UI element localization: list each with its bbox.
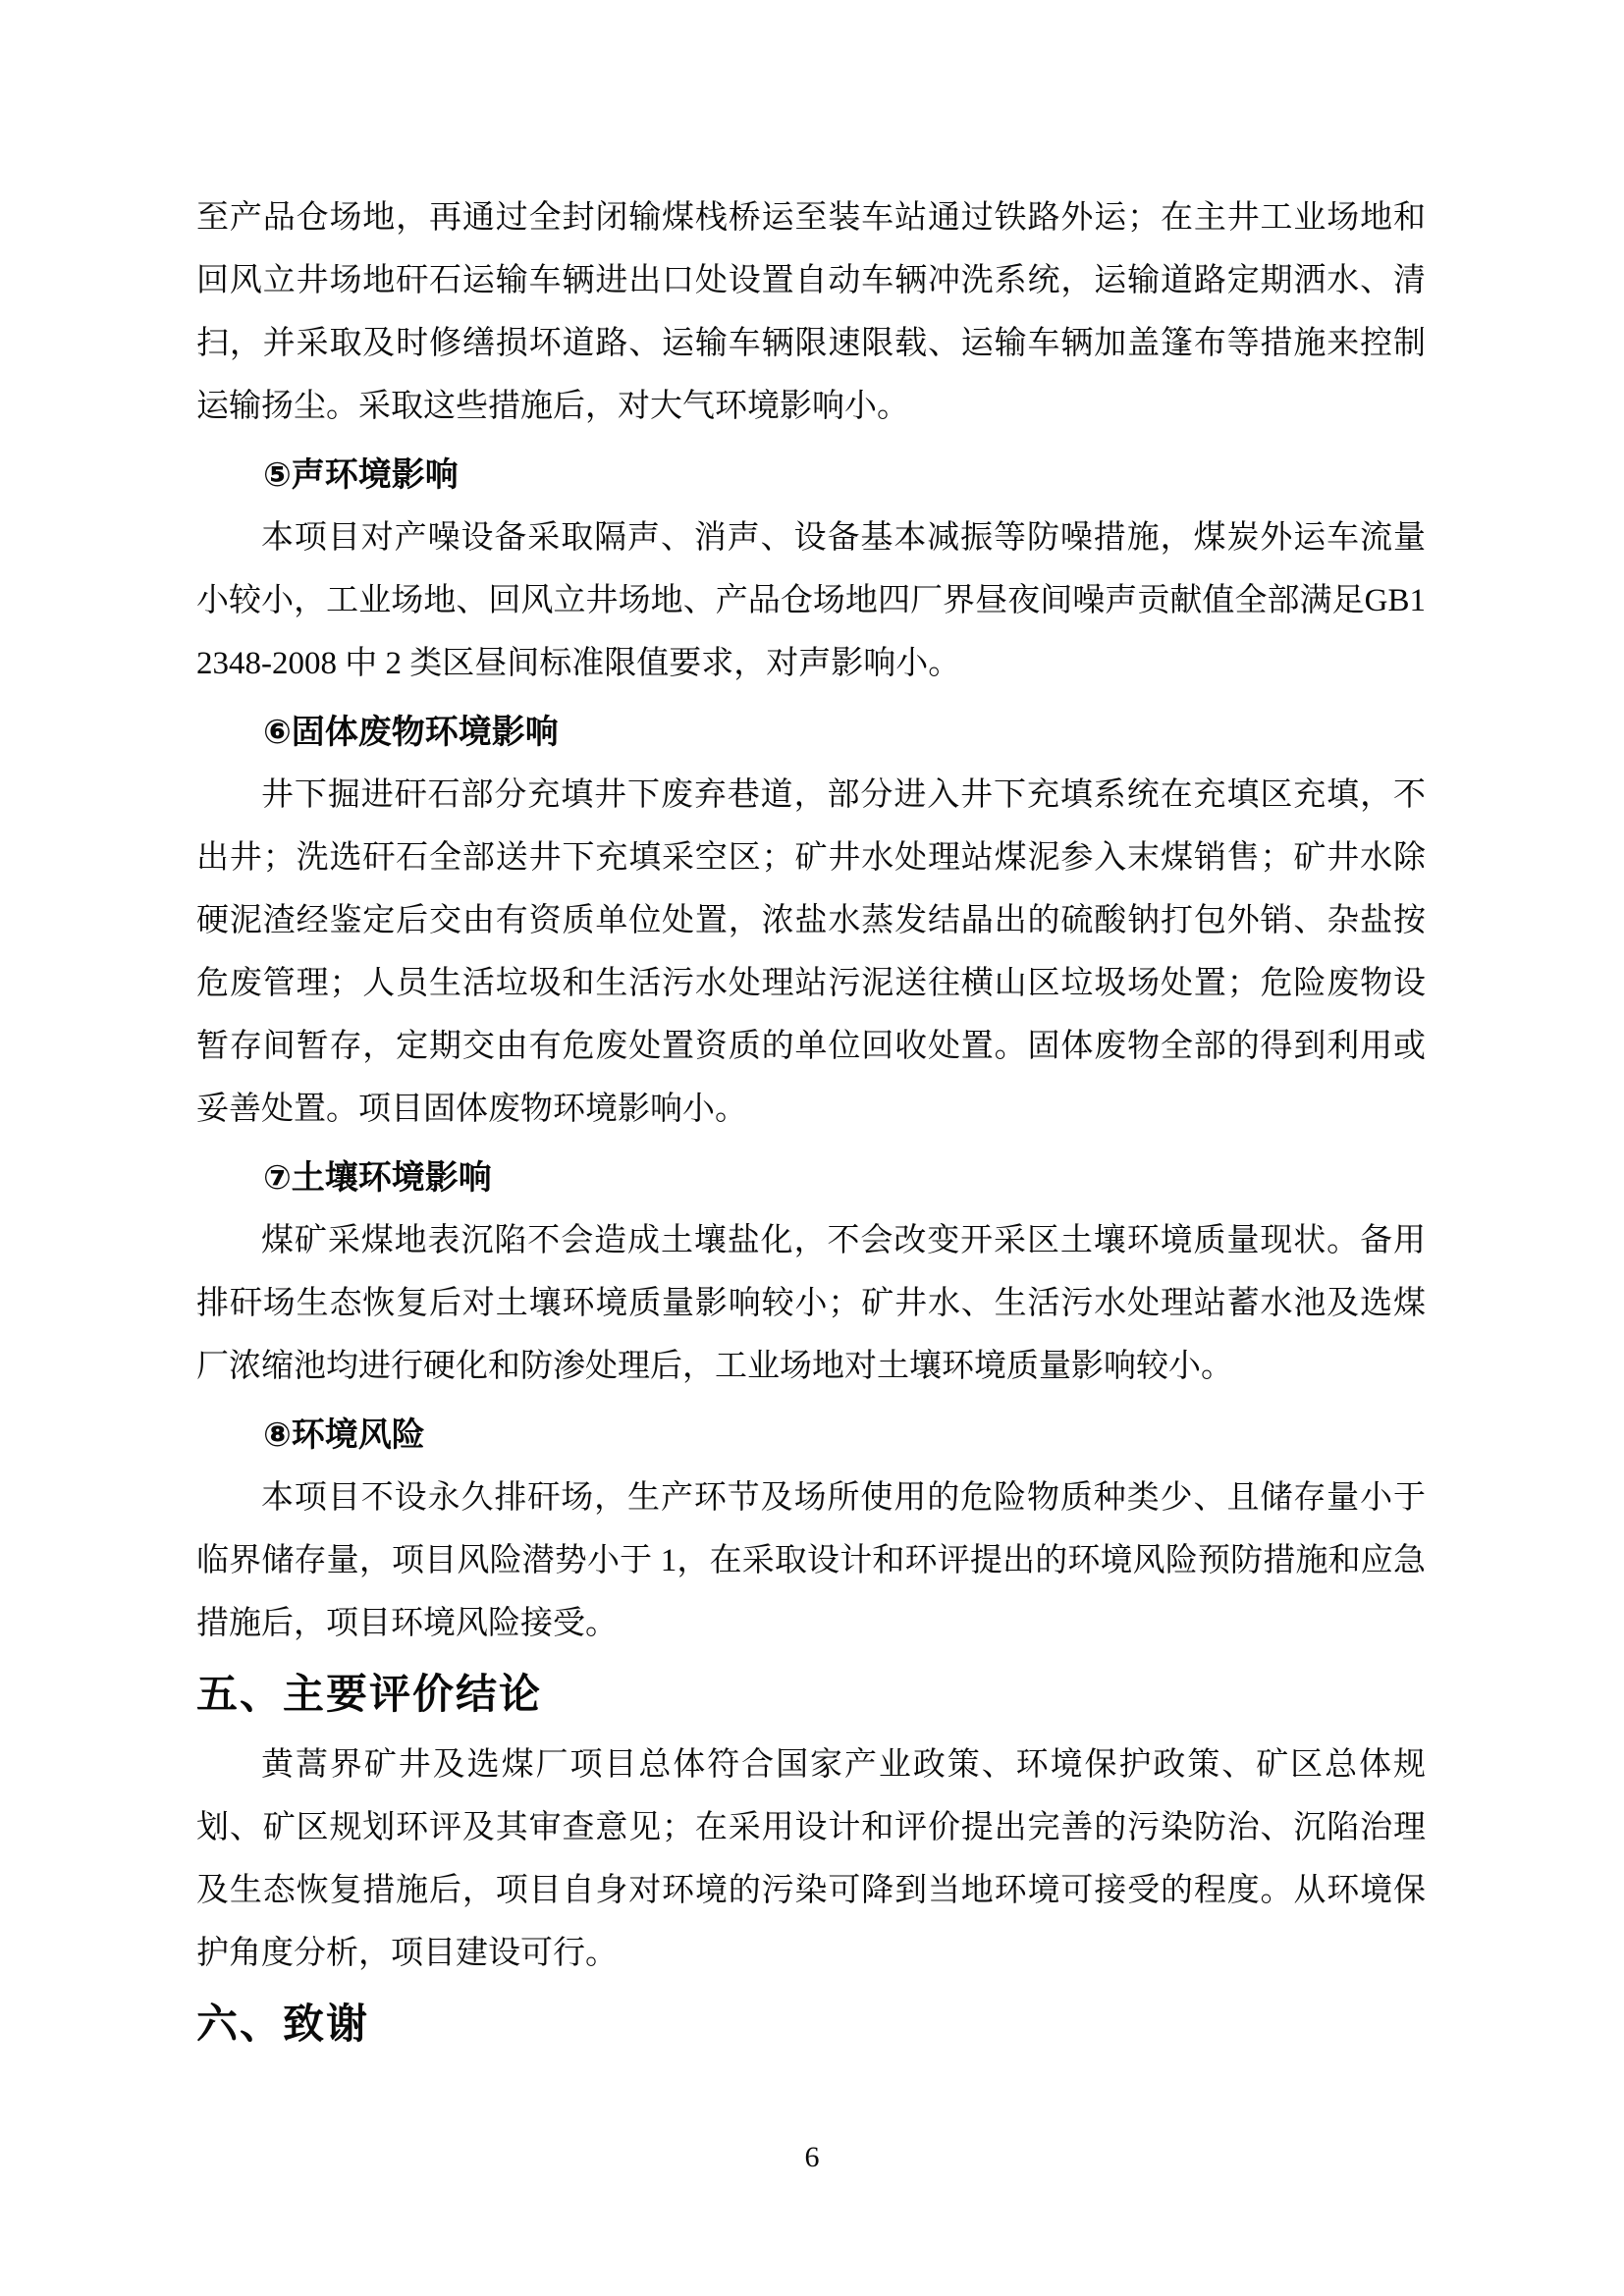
paragraph-solid-waste-impact: 井下掘进矸石部分充填井下废弃巷道，部分进入井下充填系统在充填区充填，不出井；洗选矸石全部送井下充填采空区；矿井水处理站煤泥参入末煤销售；矿井水除硬泥渣经鉴定后交由有资质单位处置，浓盐水蒸发结晶出的硫酸钠打包外销、杂盐按危废管理；人员生活垃圾和生活污水处理站污泥送往横山区垃圾场处置；危险废物设暂存间暂存，定期交由有危废处置资质的单位回收处置。固体废物全部的得到利用或妥善处置。项目固体废物环境影响小。 xyxy=(196,777,1426,1127)
paragraph-soil-environment-impact: 煤矿采煤地表沉陷不会造成土壤盐化，不会改变开采区土壤环境质量现状。备用排矸场生态恢复后对土壤环境质量影响较小；矿井水、生活污水处理站蓄水池及选煤厂浓缩池均进行硬化和防渗处理后，工业场地对土壤环境质量影响较小。 xyxy=(196,1223,1426,1384)
page-number: 6 xyxy=(804,2141,820,2173)
paragraph-noise-environment-impact: 本项目对产噪设备采取隔声、消声、设备基本减振等防噪措施，煤炭外运车流量小较小，工业场地、回风立井场地、产品仓场地四厂界昼夜间噪声贡献值全部满足GB12348-2008 中 2 类区昼间标准限值要求，对声影响小。 xyxy=(196,520,1426,681)
paragraph-dust-control-continuation: 至产品仓场地，再通过全封闭输煤栈桥运至装车站通过铁路外运；在主井工业场地和回风立井场地矸石运输车辆进出口处设置自动车辆冲洗系统，运输道路定期洒水、清扫，并采取及时修缮损坏道路、运输车辆限速限载、运输车辆加盖篷布等措施来控制运输扬尘。采取这些措施后，对大气环境影响小。 xyxy=(196,200,1426,424)
paragraph-environmental-risk: 本项目不设永久排矸场，生产环节及场所使用的危险物质种类少、且储存量小于临界储存量，项目风险潜势小于 1，在采取设计和环评提出的环境风险预防措施和应急措施后，项目环境风险接受。 xyxy=(196,1480,1426,1641)
page-content xyxy=(196,187,1426,2063)
heading-solid-waste-impact: ⑥固体废物环境影响 xyxy=(263,714,559,751)
page-footer xyxy=(0,2138,1624,2177)
heading-noise-environment-impact: ⑤声环境影响 xyxy=(263,456,459,494)
paragraph-main-evaluation-conclusion: 黄蒿界矿井及选煤厂项目总体符合国家产业政策、环境保护政策、矿区总体规划、矿区规划环评及其审查意见；在采用设计和评价提出完善的污染防治、沉陷治理及生态恢复措施后，项目自身对环境的污染可降到当地环境可接受的程度。从环境保护角度分析，项目建设可行。 xyxy=(196,1747,1426,1971)
heading-soil-environment-impact: ⑦土壤环境影响 xyxy=(263,1159,492,1197)
heading-acknowledgement: 六、致谢 xyxy=(196,2001,370,2047)
heading-environmental-risk: ⑧环境风险 xyxy=(263,1416,425,1454)
heading-main-evaluation-conclusion: 五、主要评价结论 xyxy=(196,1671,543,1717)
